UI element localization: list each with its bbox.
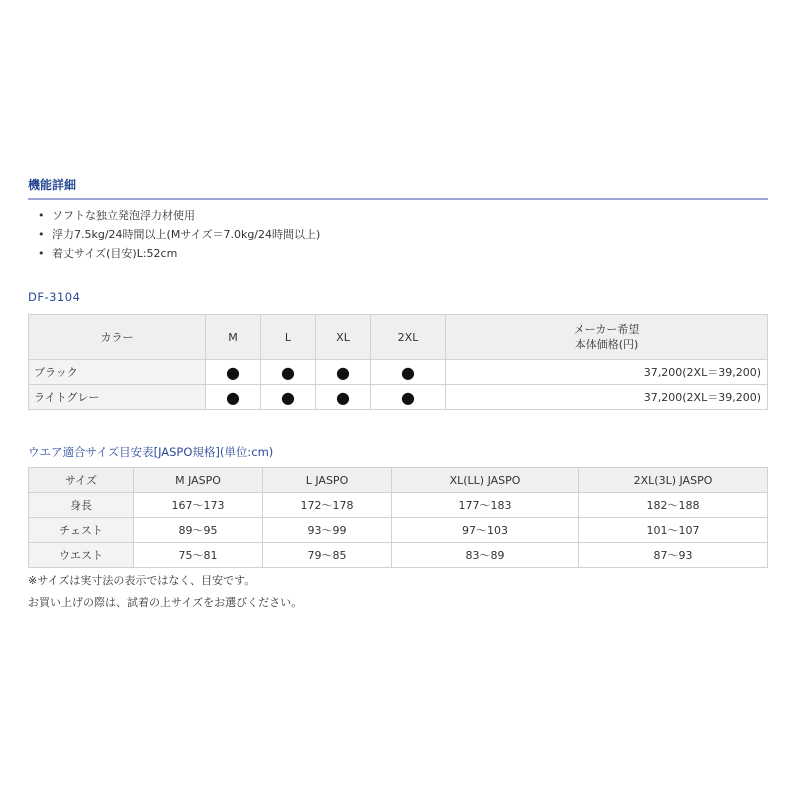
table-cell: 83〜89	[392, 543, 579, 568]
row-label: チェスト	[29, 518, 134, 543]
price-header	[446, 315, 768, 360]
table-cell: 79〜85	[263, 543, 392, 568]
table-row	[29, 493, 768, 518]
availability-dot-icon: ●	[371, 360, 446, 385]
availability-dot-icon: ●	[261, 360, 316, 385]
size-m-header: M JASPO	[134, 468, 263, 493]
table-cell: 97〜103	[392, 518, 579, 543]
availability-dot-icon: ●	[316, 385, 371, 410]
color-name: ライトグレー	[29, 385, 206, 410]
note-line-1: ※サイズは実寸法の表示ではなく、目安です。	[28, 574, 256, 587]
table-row	[29, 543, 768, 568]
table-cell: 172〜178	[263, 493, 392, 518]
table-cell: 167〜173	[134, 493, 263, 518]
availability-dot-icon: ●	[261, 385, 316, 410]
table-header-row	[29, 468, 768, 493]
feature-text: 着丈サイズ(目安)L:52cm	[52, 247, 178, 260]
row-label: 身長	[29, 493, 134, 518]
feature-text: 浮力7.5kg/24時間以上(Mサイズ＝7.0kg/24時間以上)	[52, 228, 321, 241]
availability-dot-icon: ●	[206, 385, 261, 410]
size-table-title: ウエア適合サイズ目安表[JASPO規格](単位:cm)	[28, 445, 274, 459]
list-item	[38, 206, 320, 225]
table-cell: 75〜81	[134, 543, 263, 568]
size-2xl-header: 2XL	[371, 315, 446, 360]
note-line-2: お買い上げの際は、試着の上サイズをお選びください。	[28, 596, 303, 609]
availability-dot-icon: ●	[371, 385, 446, 410]
size-2xl-header: 2XL(3L) JASPO	[579, 468, 768, 493]
table-cell: 177〜183	[392, 493, 579, 518]
color-name: ブラック	[29, 360, 206, 385]
table-cell: 93〜99	[263, 518, 392, 543]
color-header: カラー	[29, 315, 206, 360]
size-xl-header: XL	[316, 315, 371, 360]
table-header-row	[29, 315, 768, 360]
color-price-table	[28, 314, 768, 410]
size-xl-header: XL(LL) JASPO	[392, 468, 579, 493]
table-cell: 101〜107	[579, 518, 768, 543]
bullet-icon: •	[38, 209, 45, 222]
table-row	[29, 518, 768, 543]
price-header-line2: 本体価格(円)	[574, 338, 639, 351]
list-item	[38, 225, 320, 244]
size-l-header: L JASPO	[263, 468, 392, 493]
row-label: ウエスト	[29, 543, 134, 568]
table-cell: 87〜93	[579, 543, 768, 568]
price-value: 37,200(2XL＝39,200)	[446, 385, 768, 410]
price-value: 37,200(2XL＝39,200)	[446, 360, 768, 385]
availability-dot-icon: ●	[316, 360, 371, 385]
size-l-header: L	[261, 315, 316, 360]
table-cell: 89〜95	[134, 518, 263, 543]
list-item	[38, 244, 320, 263]
size-table	[28, 467, 768, 568]
feature-text: ソフトな独立発泡浮力材使用	[52, 209, 195, 222]
table-row	[29, 385, 768, 410]
price-header-line1: メーカー希望	[573, 323, 640, 336]
size-header: サイズ	[29, 468, 134, 493]
table-row	[29, 360, 768, 385]
model-code: DF-3104	[28, 290, 81, 304]
bullet-icon: •	[38, 228, 45, 241]
features-list	[38, 206, 320, 263]
bullet-icon: •	[38, 247, 45, 260]
size-m-header: M	[206, 315, 261, 360]
table-cell: 182〜188	[579, 493, 768, 518]
availability-dot-icon: ●	[206, 360, 261, 385]
features-section-title: 機能詳細	[28, 176, 768, 200]
